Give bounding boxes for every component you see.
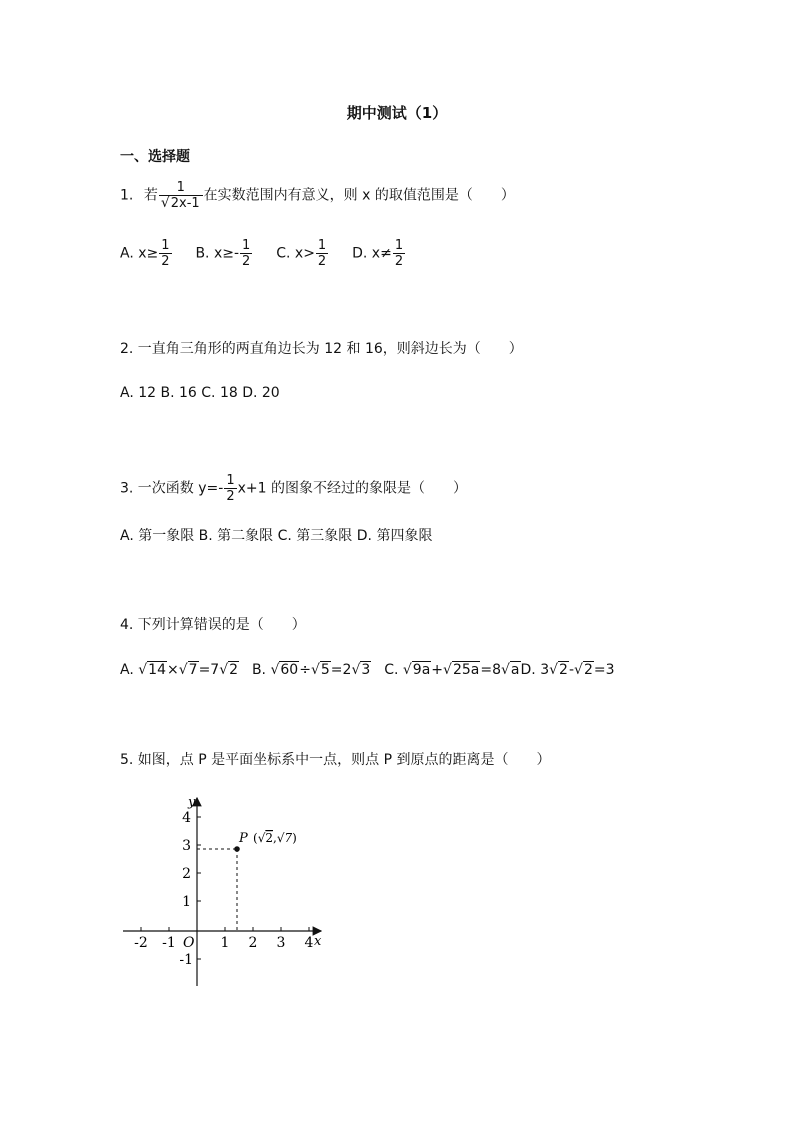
q1-frac-num: 1 [159,180,203,196]
q4-opt-b-letter: B. [251,662,267,678]
x-axis-label: x [314,934,322,949]
q1-opt-b-letter: B. [195,245,210,262]
q1-pre: 若 [143,187,158,204]
coordinate-graph [115,790,335,995]
q1-opt-a-letter: A. [120,245,134,262]
y-tick-label: 1 [182,894,191,910]
q4-options: A. √14×√7=7√2 B. √60÷√5=2√3 C. √9a+√25a=8√aD. 3√2-√2=3 [120,662,615,678]
q3-pre: 3. 一次函数 y=- [120,480,224,497]
q1-post: 在实数范围内有意义，则 x 的取值范围是（ ） [203,187,515,204]
q4-c-sqrt2: √25a [443,662,480,678]
point-p-coordinates: (√2,√7) [253,831,297,845]
section-heading: 一、选择题 [120,149,190,165]
x-tick-label: 2 [248,935,258,951]
x-tick-label: 3 [276,935,286,951]
q1-opt-c-frac: $\frac{1}{2}$ [317,238,327,269]
q1-opt-c-letter: C. [276,245,291,262]
q4-c-sqrt1: √9a [402,662,431,678]
question-5: 5. 如图，点 P 是平面坐标系中一点，则点 P 到原点的距离是（ ） [120,752,551,768]
q4-opt-c-letter: C. [384,662,399,678]
q1-opt-b-text: x≥- [213,245,240,262]
q2-options: A. 12 B. 16 C. 18 D. 20 [120,385,280,401]
q4-a-sqrt3: √2 [219,662,239,678]
q4-d-sqrt1: √2 [549,662,568,678]
q4-c-sqrt3: √a [501,662,520,678]
point-p [234,846,240,852]
y-tick-label: -1 [179,952,193,968]
question-4: 4. 下列计算错误的是（ ） [120,617,306,633]
point-p-label: P [239,831,248,846]
q1-opt-d-letter: D. [352,245,368,262]
y-tick-label: 2 [182,866,191,882]
q1-radicand: 2x-1 [170,196,200,211]
q1-opt-a-frac: $\frac{1}{2}$ [161,238,170,269]
q1-fraction [159,180,203,211]
x-tick-label: -1 [162,935,176,951]
question-2: 2. 一直角三角形的两直角边长为 12 和 16，则斜边长为（ ） [120,341,523,357]
question-1 [120,180,515,211]
q1-opt-d-text: x≠ [371,245,392,262]
q4-opt-d-letter: D. [520,662,536,678]
q4-d-sqrt2: √2 [574,662,593,678]
x-tick-label: 4 [304,935,314,951]
x-tick-label: -2 [134,935,148,951]
page-title: 期中测试（1） [346,104,448,122]
y-tick-label: 4 [182,810,191,826]
q4-b-sqrt3: √3 [351,662,371,678]
q4-b-sqrt1: √60 [270,662,299,678]
q1-number: 1. [120,187,134,204]
x-tick-label: 1 [220,935,230,951]
q1-options [120,238,406,269]
q4-opt-a-letter: A. [120,662,134,678]
q1-opt-b-frac: $\frac{1}{2}$ [242,238,251,269]
q1-sqrt [161,196,201,211]
q4-a-sqrt2: √7 [178,662,198,678]
q1-frac-den [159,196,203,211]
question-3 [120,473,467,504]
q3-fraction: $\frac{1}{2}$ [226,473,235,504]
y-tick-label: 3 [182,838,191,854]
q4-b-sqrt2: √5 [310,662,330,678]
origin-label: O [183,935,195,951]
q3-options: A. 第一象限 B. 第二象限 C. 第三象限 D. 第四象限 [120,528,433,544]
q1-opt-c-text: x> [294,245,315,262]
q3-post: x+1 的图象不经过的象限是（ ） [237,480,467,497]
q1-opt-a-text: x≥ [138,245,159,262]
q1-opt-d-frac: $\frac{1}{2}$ [394,238,404,269]
y-axis-label: y [188,795,196,810]
q4-a-sqrt1: √14 [138,662,166,678]
sqrt-sign: √ [160,195,170,211]
